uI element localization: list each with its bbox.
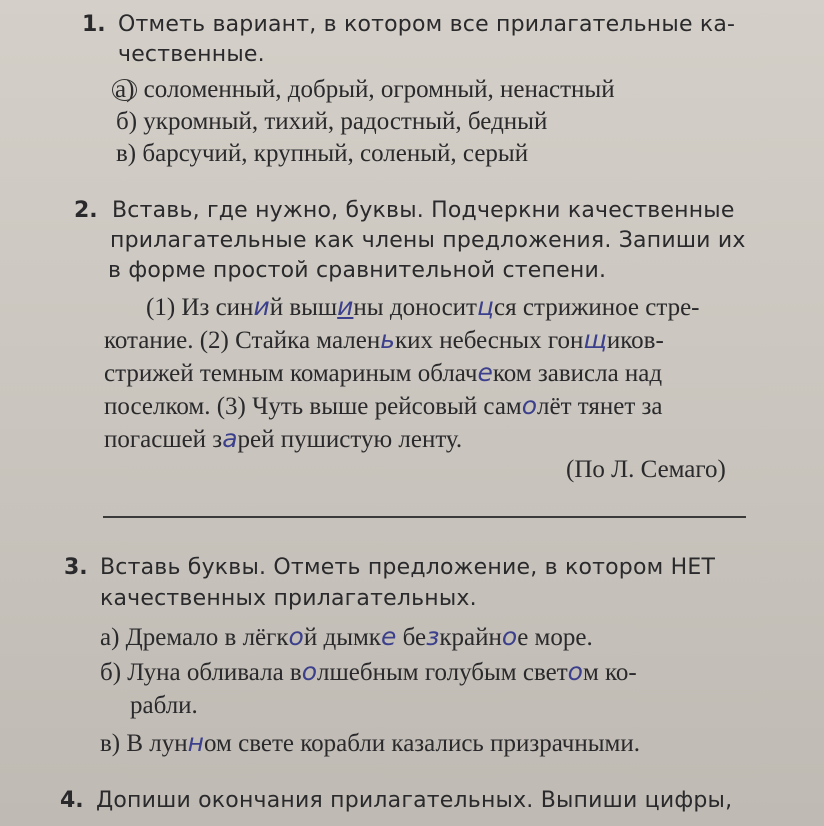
q3-number: 3. — [64, 555, 88, 580]
divider-line — [103, 516, 746, 518]
q3-option-b: б) Луна обливала волшебным голубым светом ко- — [100, 657, 637, 686]
handwritten-letter: о — [501, 622, 518, 651]
handwritten-letter: и — [253, 292, 270, 321]
handwritten-letter: щ — [583, 325, 607, 354]
q3-text-line-2: качественных прилагательных. — [100, 586, 477, 611]
handwritten-letter: ь — [380, 325, 395, 354]
handwritten-letter: о — [567, 657, 583, 686]
handwritten-letter: е — [477, 358, 493, 387]
q4-number: 4. — [60, 788, 84, 813]
q2-passage-line-2: котание. (2) Стайка маленьких небесных гонщиков- — [104, 325, 664, 354]
q2-text-line-3: в форме простой сравнительной степени. — [108, 258, 607, 283]
q1-option-c: в) барсучий, крупный, соленый, серый — [116, 140, 529, 167]
handwritten-letter: и — [337, 292, 354, 321]
q1-text-line-2: чественные. — [118, 42, 265, 67]
q1-option-a-circle: а) — [112, 79, 137, 101]
q2-passage-line-3: стрижей темным комариным облачеком зависла над — [104, 358, 663, 387]
q2-text-line-1: Вставь, где нужно, буквы. Подчеркни качественные — [112, 198, 735, 223]
q2-passage-line-1: (1) Из синий вышины доноситцся стрижиное стре- — [146, 292, 700, 321]
q2-number: 2. — [74, 198, 98, 223]
q3-option-a: а) Дремало в лёгкой дымке безкрайное море. — [100, 622, 593, 651]
q3-option-c: в) В лунном свете корабли казались призрачными. — [100, 728, 641, 757]
q3-option-b-cont: рабли. — [130, 692, 198, 719]
handwritten-letter: ц — [476, 292, 495, 321]
q1-text-line-1: Отметь вариант, в котором все прилагательные ка- — [118, 12, 736, 37]
handwritten-letter: о — [301, 657, 318, 686]
handwritten-letter: е — [380, 622, 397, 651]
handwritten-letter: о — [521, 391, 538, 420]
q2-passage-line-4: поселком. (3) Чуть выше рейсовый самолёт тянет за — [104, 391, 663, 420]
q1-number: 1. — [82, 12, 106, 37]
q1-option-a — [112, 76, 615, 104]
handwritten-letter: а — [222, 424, 238, 453]
q1-option-a-text: соломенный, добрый, огромный, ненастный — [143, 76, 615, 103]
handwritten-letter: о — [288, 622, 304, 651]
q4-text-line-1: Допиши окончания прилагательных. Выпиши цифры, — [96, 788, 733, 813]
q3-text-line-1: Вставь буквы. Отметь предложение, в котором НЕТ — [100, 555, 716, 580]
handwritten-letter: з — [426, 622, 440, 651]
handwritten-letter: н — [187, 728, 205, 757]
q2-source: (По Л. Семаго) — [566, 456, 726, 483]
q2-passage-line-5: погасшей зарей пушистую ленту. — [104, 424, 463, 453]
q2-text-line-2: прилагательные как члены предложения. Запиши их — [110, 228, 746, 253]
q1-option-b: б) укромный, тихий, радостный, бедный — [116, 108, 548, 135]
